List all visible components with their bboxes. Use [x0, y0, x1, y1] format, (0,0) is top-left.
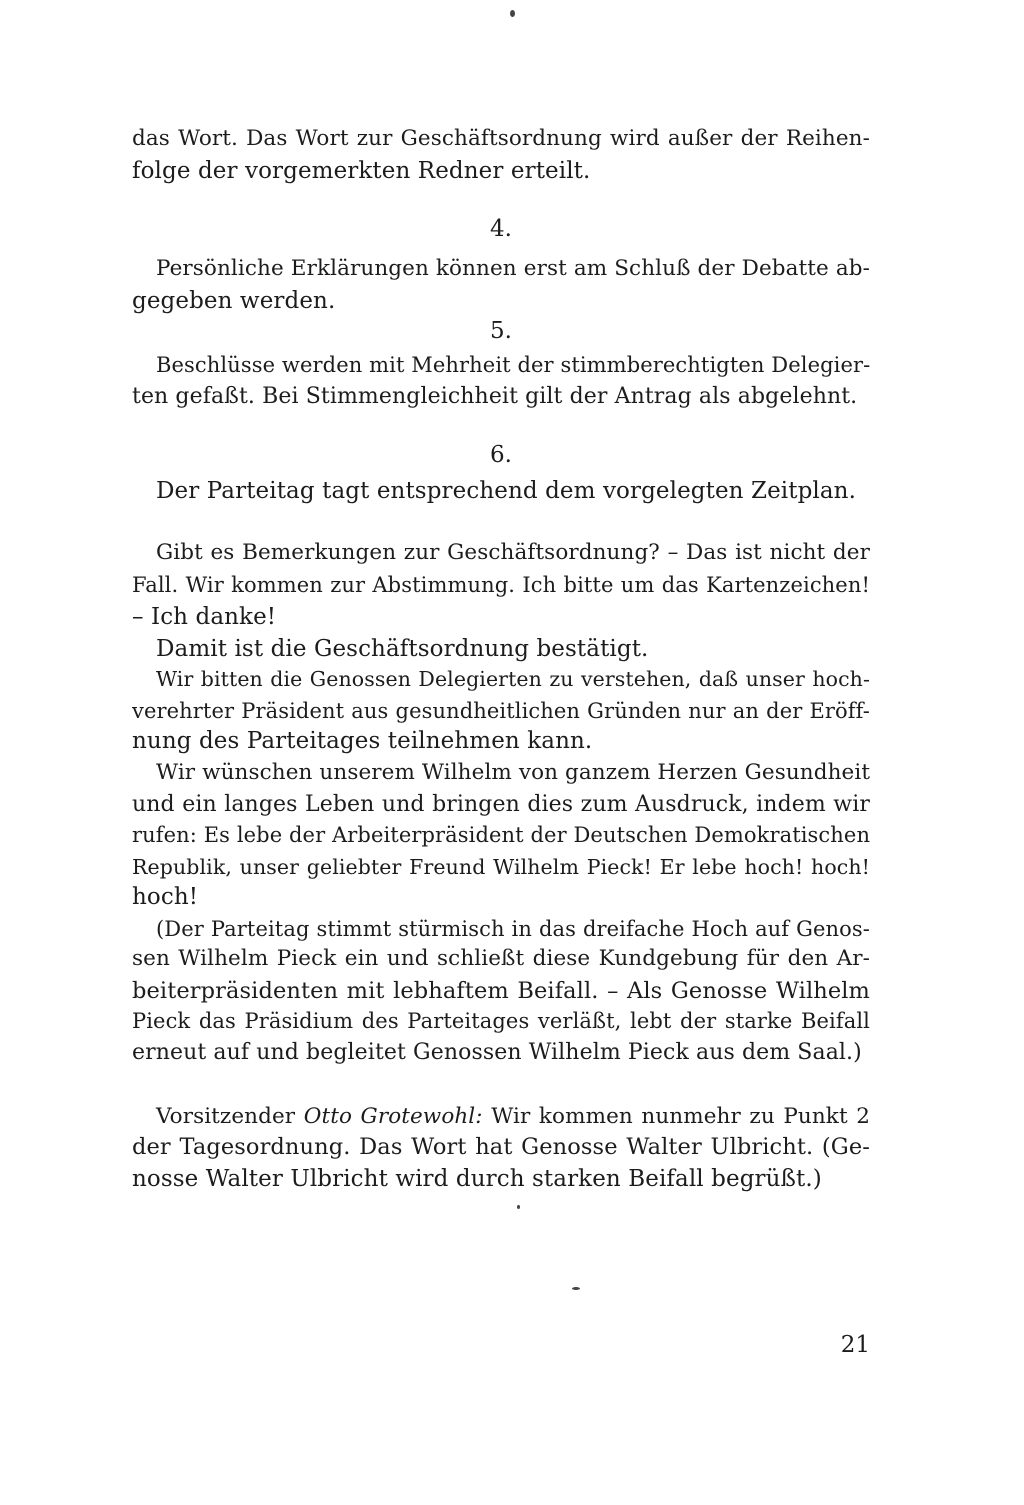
- text-line: Damit ist die Geschäftsordnung bestätigt.: [156, 636, 649, 662]
- text-line: Wir wünschen unserem Wilhelm von ganzem Herzen Gesundheit: [156, 760, 871, 785]
- text-line: nung des Parteitages teilnehmen kann.: [132, 728, 593, 754]
- text-line: Fall. Wir kommen zur Abstimmung. Ich bitte um das Kartenzeichen!: [132, 573, 870, 597]
- text-line: und ein langes Leben und bringen dies zum Ausdruck, indem wir: [132, 792, 870, 817]
- text-line: (Der Parteitag stimmt stürmisch in das dreifache Hoch auf Genos-: [156, 917, 870, 941]
- speaker-role: Vorsitzender: [156, 1104, 296, 1129]
- text-line: ten gefaßt. Bei Stimmengleichheit gilt der Antrag als abgelehnt.: [132, 384, 858, 409]
- text-line: Der Parteitag tagt entsprechend dem vorgelegten Zeitplan.: [156, 478, 856, 504]
- text-line: hoch!: [132, 884, 199, 910]
- text-line: Pieck das Präsidium des Parteitages verläßt, lebt der starke Beifall: [132, 1009, 870, 1033]
- speaker-name: Otto Grotewohl:: [303, 1104, 483, 1129]
- speech-text: Wir kommen nunmehr zu Punkt 2: [491, 1104, 871, 1129]
- text-line: nosse Walter Ulbricht wird durch starken Beifall begrüßt.): [132, 1166, 822, 1192]
- text-line: sen Wilhelm Pieck ein und schließt diese Kundgebung für den Ar-: [132, 946, 870, 971]
- text-line: rufen: Es lebe der Arbeiterpräsident der Deutschen Demokratischen: [132, 823, 871, 847]
- text-line: Republik, unser geliebter Freund Wilhelm Pieck! Er lebe hoch! hoch!: [132, 855, 870, 879]
- text-line: verehrter Präsident aus gesundheitlichen Gründen nur an der Eröff-: [132, 699, 870, 723]
- section-number: 5.: [490, 318, 512, 344]
- text-column: [132, 0, 870, 1505]
- text-line: [156, 1102, 870, 1132]
- text-line: erneut auf und begleitet Genossen Wilhelm Pieck aus dem Saal.): [132, 1040, 862, 1065]
- text-line: das Wort. Das Wort zur Geschäftsordnung wird außer der Reihen-: [132, 126, 870, 151]
- text-line: beiterpräsidenten mit lebhaftem Beifall. – Als Genosse Wilhelm: [132, 978, 870, 1004]
- page-number: 21: [840, 1332, 870, 1358]
- section-number: 4.: [490, 216, 512, 242]
- text-line: der Tagesordnung. Das Wort hat Genosse Walter Ulbricht. (Ge-: [132, 1134, 870, 1160]
- text-line: Gibt es Bemerkungen zur Geschäftsordnung? – Das ist nicht der: [156, 540, 870, 565]
- text-line: Wir bitten die Genossen Delegierten zu verstehen, daß unser hoch-: [156, 667, 870, 691]
- text-line: Persönliche Erklärungen können erst am Schluß der Debatte ab-: [156, 256, 870, 281]
- text-line: – Ich danke!: [132, 604, 277, 630]
- text-line: gegeben werden.: [132, 288, 336, 314]
- section-number: 6.: [490, 442, 512, 468]
- text-line: folge der vorgemerkten Redner erteilt.: [132, 158, 591, 184]
- text-line: Beschlüsse werden mit Mehrheit der stimmberechtigten Delegier-: [156, 353, 871, 377]
